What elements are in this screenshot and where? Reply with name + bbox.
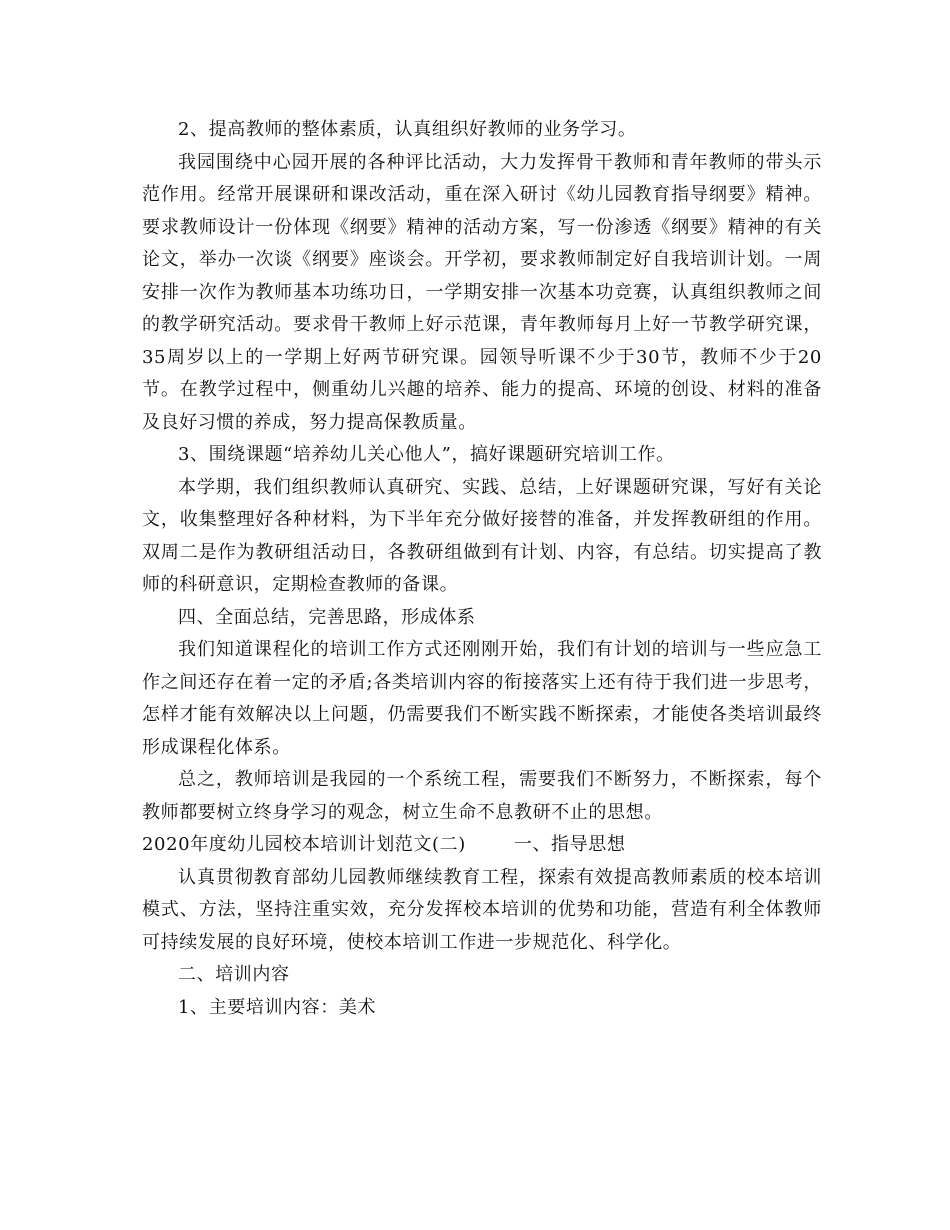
document-title-line xyxy=(142,829,822,862)
paragraph-body: 认真贯彻教育部幼儿园教师继续教育工程，探索有效提高教师素质的校本培训模式、方法，坚持注重实效，充分发挥校本培训的优势和功能，营造有利全体教师可持续发展的良好环境，使校本培训工作进一步规范化、科学化。 xyxy=(142,866,822,953)
paragraph-heading-2: 2、提高教师的整体素质，认真组织好教师的业务学习。 xyxy=(178,119,637,140)
section-heading-content: 二、培训内容 xyxy=(178,964,290,985)
paragraph-heading-3: 3、围绕课题“培养幼儿关心他人”，搞好课题研究培训工作。 xyxy=(178,444,675,465)
paragraph-body: 本学期，我们组织教师认真研究、实践、总结，上好课题研究课，写好有关论文，收集整理好各种材料，为下半年充分做好接替的准备，并发挥教研组的作用。双周二是作为教研组活动日，各教研组做到有计划、内容，有总结。切实提高了教师的科研意识，定期检查教师的备课。 xyxy=(142,476,822,595)
section-heading-4: 四、全面总结，完善思路，形成体系 xyxy=(178,606,476,628)
document-body xyxy=(142,114,822,1024)
paragraph-body: 我园围绕中心园开展的各种评比活动，大力发挥骨干教师和青年教师的带头示范作用。经常开展课研和课改活动，重在深入研讨《幼儿园教育指导纲要》精神。要求教师设计一份体现《纲要》精神的活动方案，写一份渗透《纲要》精神的有关论文，举办一次谈《纲要》座谈会。开学初，要求教师制定好自我培训计划。一周安排一次作为教师基本功练功日，一学期安排一次基本功竞赛，认真组织教师之间的教学研究活动。要求骨干教师上好示范课，青年教师每月上好一节教学研究课，35周岁以上的一学期上好两节研究课。园领导听课不少于30节，教师不少于20节。在教学过程中，侧重幼儿兴趣的培养、能力的提高、环境的创设、材料的准备及良好习惯的养成，努力提高保教质量。 xyxy=(142,151,822,433)
paragraph-subitem: 1、主要培训内容：美术 xyxy=(178,996,377,1018)
document-title: 2020年度幼儿园校本培训计划范文(二) xyxy=(142,834,466,855)
paragraph-body: 我们知道课程化的培训工作方式还刚刚开始，我们有计划的培训与一些应急工作之间还存在着一定的矛盾;各类培训内容的衔接落实上还有待于我们进一步思考，怎样才能有效解决以上问题，仍需要我们不断实践不断探索，才能使各类培训最终形成课程化体系。 xyxy=(142,639,822,758)
section-heading-guiding: 一、指导思想 xyxy=(513,834,626,855)
paragraph-conclusion: 总之，教师培训是我园的一个系统工程，需要我们不断努力，不断探索，每个教师都要树立终身学习的观念，树立生命不息教研不止的思想。 xyxy=(142,769,822,823)
